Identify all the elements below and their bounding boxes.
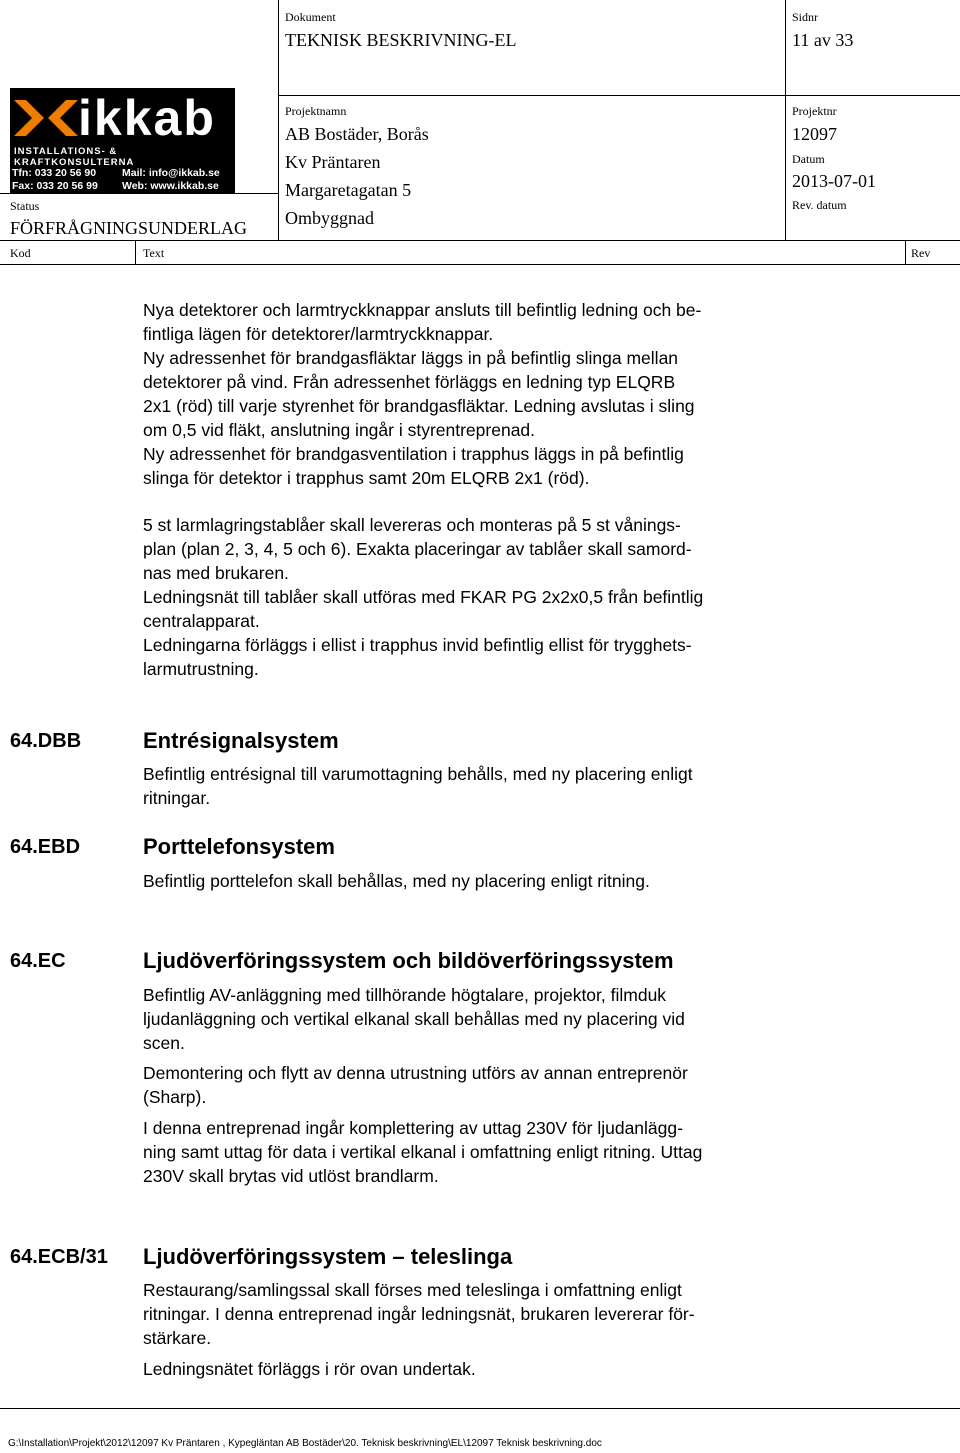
section-title: Porttelefonsystem (143, 834, 335, 859)
status-value: FÖRFRÅGNINGSUNDERLAG (10, 218, 248, 238)
footer-divider (0, 1408, 960, 1409)
sidnr-value: 11 av 33 (792, 30, 854, 50)
section-paragraph (143, 1061, 843, 1109)
header-divider (278, 0, 279, 240)
logo-tfn: Tfn: 033 20 56 90 (12, 167, 97, 179)
text-line: Ledningsnätet förläggs i rör ovan undertak. (143, 1359, 476, 1379)
section-code: 64.EBD (10, 836, 81, 858)
text-line: detektorer på vind. Från adressenhet förläggs en ledning typ ELQRB (143, 372, 676, 392)
section-code: 64.EC (10, 950, 66, 972)
section-paragraph (143, 983, 843, 1055)
logo-mail: Mail: info@ikkab.se (122, 167, 220, 179)
header-divider (0, 193, 278, 194)
text-line: Ny adressenhet för brandgasfläktar läggs in på befintlig slinga mellan (143, 348, 679, 368)
text-line: Demontering och flytt av denna utrustning utförs av annan entreprenör (143, 1063, 688, 1083)
section-paragraph (143, 1116, 843, 1188)
text-line: centralapparat. (143, 611, 260, 631)
header-divider (905, 240, 906, 264)
projektnamn-line: Ombyggnad (285, 208, 374, 228)
section-code: 64.ECB/31 (10, 1246, 108, 1268)
section-title: Ljudöverföringssystem och bildöverföringssystem (143, 948, 674, 973)
text-line: Ledningsnät till tablåer skall utföras med FKAR PG 2x2x0,5 från befintlig (143, 587, 704, 607)
section-code: 64.DBB (10, 730, 82, 752)
logo-mark-icon (14, 100, 78, 136)
text-line: scen. (143, 1033, 185, 1053)
logo-web: Web: www.ikkab.se (122, 180, 219, 192)
section-paragraph (143, 762, 843, 810)
column-kod: Kod (10, 246, 31, 260)
projektnamn-label: Projektnamn (285, 104, 347, 118)
dokument-label: Dokument (285, 10, 336, 24)
projektnr-label: Projektnr (792, 104, 837, 118)
text-line: plan (plan 2, 3, 4, 5 och 6). Exakta placeringar av tablåer skall samord- (143, 539, 692, 559)
text-line: ritningar. I denna entreprenad ingår ledningsnät, brukaren levererar för- (143, 1304, 695, 1324)
sidnr-label: Sidnr (792, 10, 819, 24)
logo-name: ikkab (78, 90, 216, 146)
text-line: Befintlig entrésignal till varumottagning behålls, med ny placering enligt (143, 764, 693, 784)
text-line: ning samt uttag för data i vertikal elkanal i omfattning enligt ritning. Uttag (143, 1142, 703, 1162)
footer-file-path: G:\Installation\Projekt\2012\12097 Kv Präntaren , Kypegläntan AB Bostäder\20. Teknisk beskrivning\EL\12097 Teknisk beskrivning.doc (8, 1438, 602, 1449)
status-label: Status (10, 199, 40, 213)
revdatum-label: Rev. datum (792, 198, 847, 212)
projektnamn-line: Margaretagatan 5 (285, 180, 412, 200)
text-line: Befintlig AV-anläggning med tillhörande högtalare, projektor, filmduk (143, 985, 667, 1005)
text-line: Ny adressenhet för brandgasventilation i trapphus läggs in på befintlig (143, 444, 684, 464)
text-line: stärkare. (143, 1328, 212, 1348)
text-line: om 0,5 vid fläkt, anslutning ingår i styrentreprenad. (143, 420, 536, 440)
projektnr-value: 12097 (792, 124, 837, 144)
company-logo (10, 88, 235, 193)
column-rev: Rev (911, 246, 931, 260)
text-line: fintliga lägen för detektorer/larmtryckknappar. (143, 324, 494, 344)
text-line: Nya detektorer och larmtryckknappar ansluts till befintlig ledning och be- (143, 300, 702, 320)
section-title: Ljudöverföringssystem – teleslinga (143, 1244, 513, 1269)
projektnamn-line: Kv Präntaren (285, 152, 381, 172)
header-divider (0, 264, 960, 265)
projektnamn-line: AB Bostäder, Borås (285, 124, 429, 144)
intro-paragraph (143, 298, 843, 490)
text-line: Restaurang/samlingssal skall förses med teleslinga i omfattning enligt (143, 1280, 682, 1300)
text-line: 2x1 (röd) till varje styrenhet för brandgasfläktar. Ledning avslutas i sling (143, 396, 695, 416)
text-line: nas med brukaren. (143, 563, 289, 583)
text-line: Ledningarna förläggs i ellist i trapphus invid befintlig ellist för trygghets- (143, 635, 692, 655)
datum-value: 2013-07-01 (792, 171, 876, 191)
intro-paragraph (143, 513, 843, 681)
section-paragraph (143, 1357, 843, 1381)
header-divider (0, 240, 960, 241)
header-divider (785, 0, 786, 240)
logo-fax: Fax: 033 20 56 99 (12, 180, 98, 192)
header-divider (278, 95, 960, 96)
text-line: Befintlig porttelefon skall behållas, med ny placering enligt ritning. (143, 871, 650, 891)
datum-label: Datum (792, 152, 825, 166)
text-line: 230V skall brytas vid utlöst brandlarm. (143, 1166, 439, 1186)
header-divider (135, 240, 136, 264)
column-text: Text (143, 246, 165, 260)
section-paragraph (143, 869, 843, 893)
text-line: larmutrustning. (143, 659, 259, 679)
text-line: ritningar. (143, 788, 211, 808)
text-line: (Sharp). (143, 1087, 207, 1107)
section-paragraph (143, 1278, 843, 1350)
text-line: 5 st larmlagringstablåer skall levereras och monteras på 5 st vånings- (143, 515, 681, 535)
text-line: slinga för detektor i trapphus samt 20m ELQRB 2x1 (röd). (143, 468, 590, 488)
text-line: I denna entreprenad ingår komplettering av uttag 230V för ljudanlägg- (143, 1118, 683, 1138)
text-line: ljudanläggning och vertikal elkanal skall behållas med ny placering vid (143, 1009, 685, 1029)
section-title: Entrésignalsystem (143, 728, 339, 753)
logo-tagline: INSTALLATIONS- & KRAFTKONSULTERNA (14, 146, 135, 168)
dokument-value: TEKNISK BESKRIVNING-EL (285, 30, 517, 50)
